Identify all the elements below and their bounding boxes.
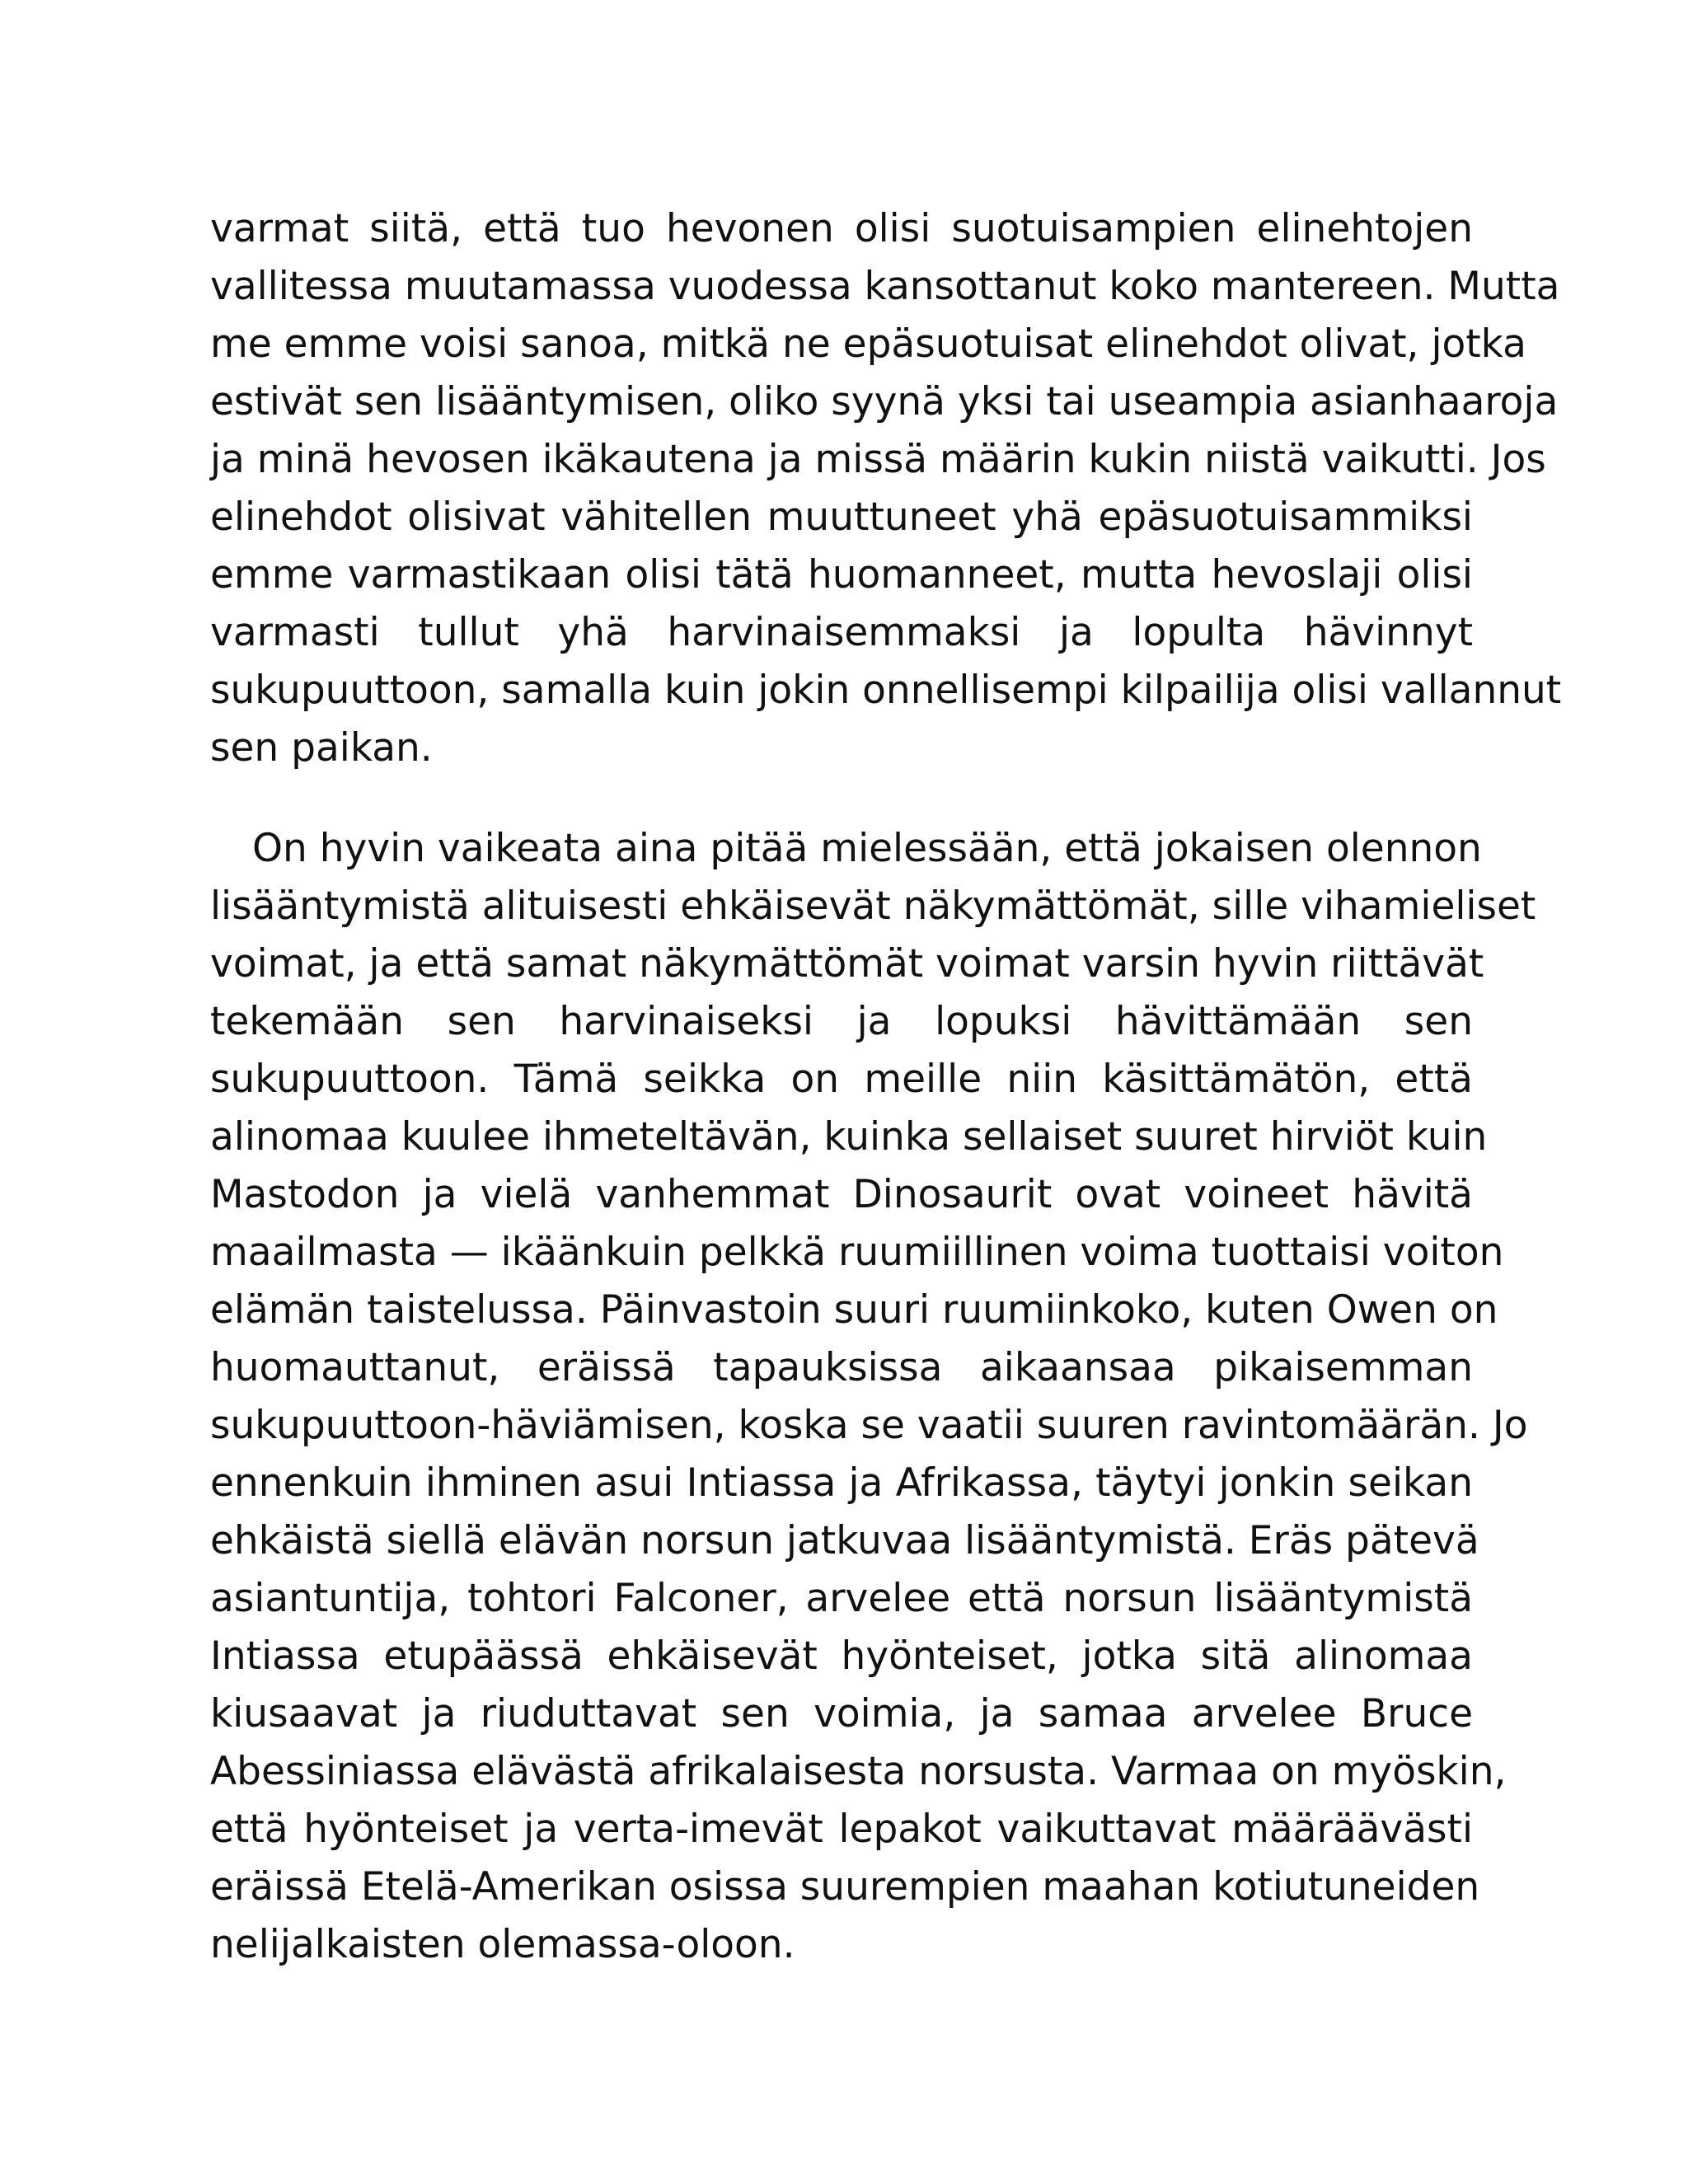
text-line: kiusaavat ja riuduttavat sen voimia, ja samaa arvelee Bruce (210, 1691, 1473, 1736)
paragraph-1 (210, 200, 1562, 777)
text-line: eräissä Etelä-Amerikan osissa suurempien maahan kotiutuneiden (210, 1864, 1480, 1910)
text-line: voimat, ja että samat näkymättömät voimat varsin hyvin riittävät (210, 941, 1484, 987)
text-line: asiantuntija, tohtori Falconer, arvelee että norsun lisääntymistä (210, 1576, 1473, 1621)
text-line: varmasti tullut yhä harvinaisemmaksi ja lopulta hävinnyt (210, 610, 1473, 655)
text-line: ja minä hevosen ikäkautena ja missä määrin kukin niistä vaikutti. Jos (210, 437, 1546, 482)
text-line: vallitessa muutamassa vuodessa kansottanut koko mantereen. Mutta (210, 264, 1560, 309)
text-line: alinomaa kuulee ihmeteltävän, kuinka sellaiset suuret hirviöt kuin (210, 1114, 1488, 1160)
text-line: sen paikan. (210, 725, 433, 771)
text-line: huomauttanut, eräissä tapauksissa aikaansaa pikaisemman (210, 1345, 1473, 1390)
text-line: nelijalkaisten olemassa-oloon. (210, 1922, 795, 1967)
text-line: ennenkuin ihminen asui Intiassa ja Afrikassa, täytyi jonkin seikan (210, 1460, 1473, 1506)
paragraph-2 (210, 820, 1536, 1974)
text-line: maailmasta — ikäänkuin pelkkä ruumiillinen voima tuottaisi voiton (210, 1230, 1504, 1275)
text-line: estivät sen lisääntymisen, oliko syynä yksi tai useampia asianhaaroja (210, 379, 1559, 424)
text-line: me emme voisi sanoa, mitkä ne epäsuotuisat elinehdot olivat, jotka (210, 321, 1526, 367)
text-line: sukupuuttoon, samalla kuin jokin onnellisempi kilpailija olisi vallannut (210, 668, 1562, 713)
text-line: elinehdot olisivat vähitellen muuttuneet yhä epäsuotuisammiksi (210, 494, 1473, 540)
text-line: Intiassa etupäässä ehkäisevät hyönteiset, jotka sitä alinomaa (210, 1633, 1473, 1679)
text-line: sukupuuttoon. Tämä seikka on meille niin käsittämätön, että (210, 1057, 1473, 1102)
text-line: varmat siitä, että tuo hevonen olisi suotuisampien elinehtojen (210, 206, 1473, 251)
text-line: On hyvin vaikeata aina pitää mielessään, että jokaisen olennon (252, 826, 1482, 871)
text-line: lisääntymistä alituisesti ehkäisevät näkymättömät, sille vihamieliset (210, 883, 1536, 929)
text-line: elämän taistelussa. Päinvastoin suuri ruumiinkoko, kuten Owen on (210, 1287, 1498, 1333)
text-line: sukupuuttoon-häviämisen, koska se vaatii suuren ravintomäärän. Jo (210, 1403, 1528, 1448)
text-line: tekemään sen harvinaiseksi ja lopuksi hävittämään sen (210, 999, 1473, 1044)
text-line: Mastodon ja vielä vanhemmat Dinosaurit ovat voineet hävitä (210, 1172, 1473, 1217)
text-line: että hyönteiset ja verta-imevät lepakot vaikuttavat määräävästi (210, 1807, 1473, 1852)
text-line: Abessiniassa elävästä afrikalaisesta norsusta. Varmaa on myöskin, (210, 1749, 1507, 1794)
text-line: emme varmastikaan olisi tätä huomanneet, mutta hevoslaji olisi (210, 552, 1473, 598)
text-line: ehkäistä siellä elävän norsun jatkuvaa lisääntymistä. Eräs pätevä (210, 1518, 1479, 1563)
